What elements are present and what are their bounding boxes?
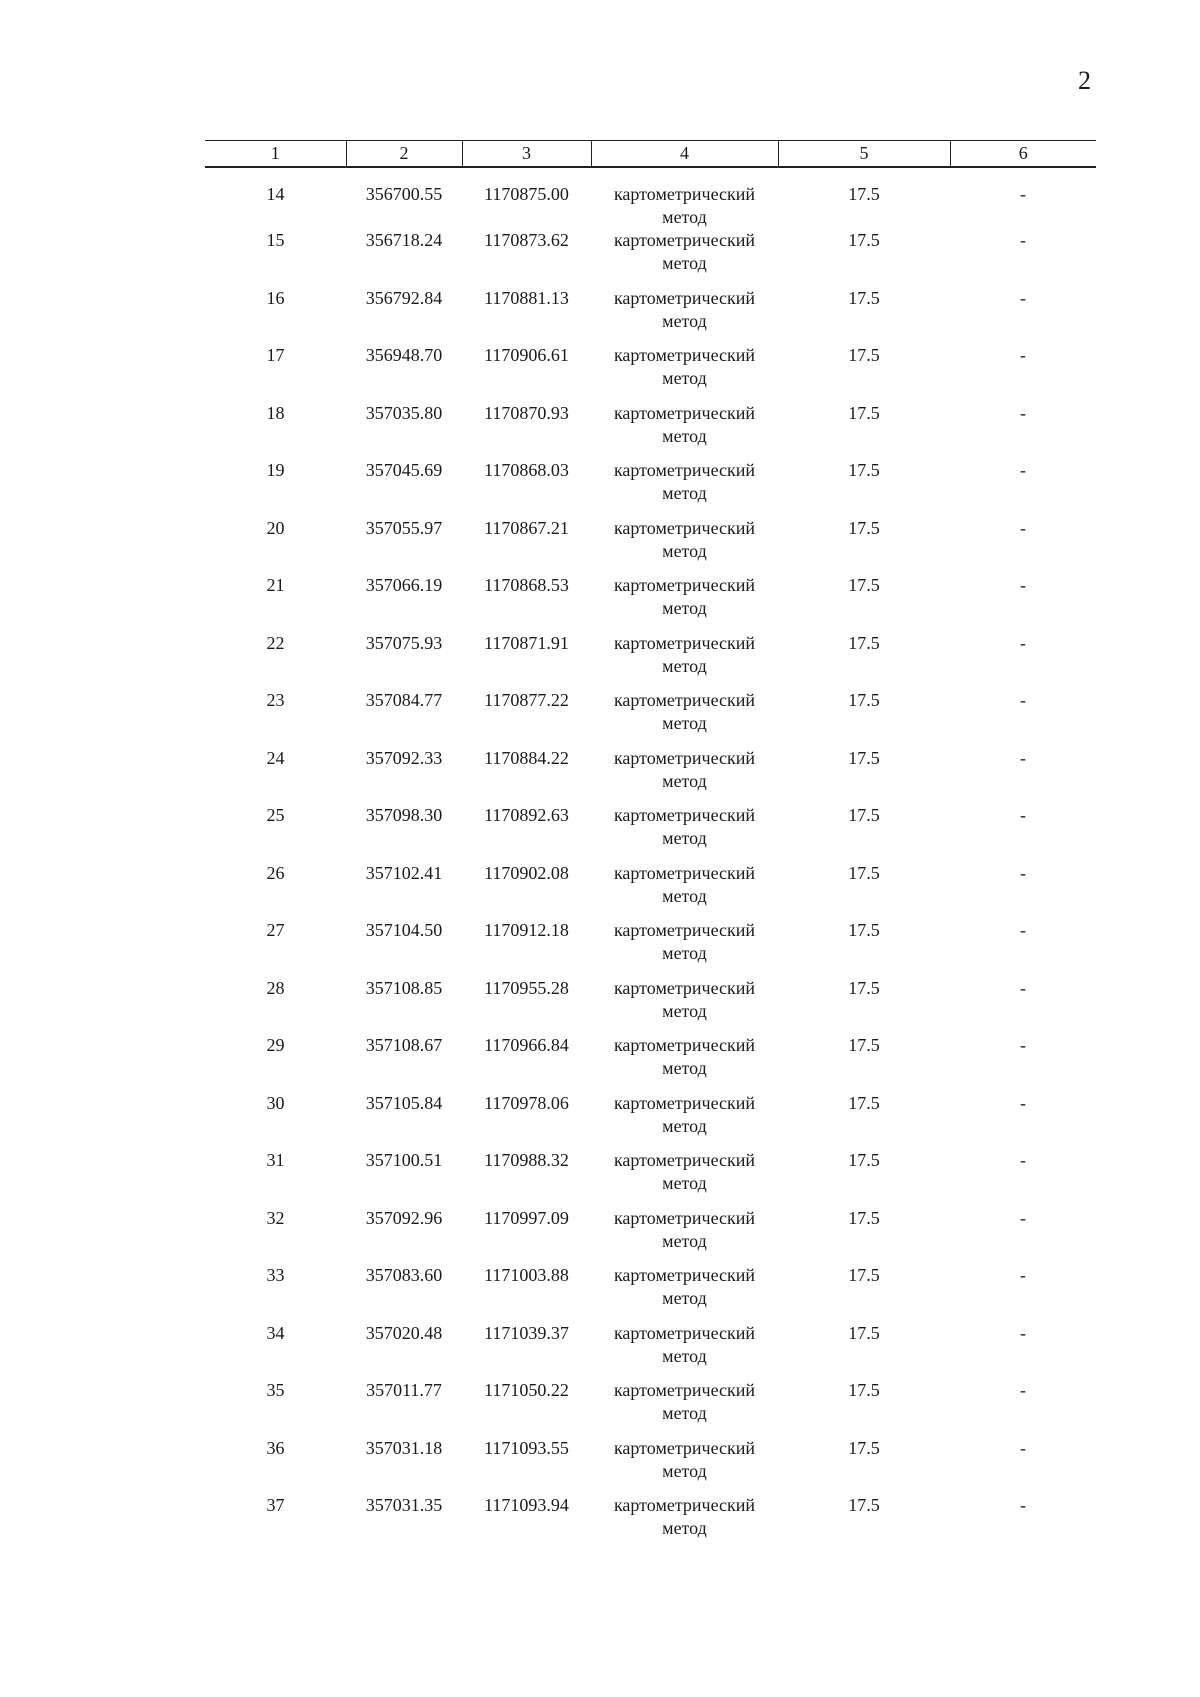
- y-coordinate-cell: 1170868.53: [484, 575, 569, 595]
- method-text: картометрический метод: [613, 1322, 756, 1366]
- table-row: [205, 1149, 1096, 1207]
- accuracy-cell: 17.5: [848, 747, 880, 768]
- note-cell: -: [1020, 1207, 1026, 1228]
- point-number-cell: 24: [266, 747, 285, 768]
- accuracy-cell: 17.5: [848, 1207, 880, 1228]
- note-cell: -: [1020, 1265, 1026, 1285]
- method-cell: [591, 862, 778, 920]
- column-header-5: 5: [778, 141, 950, 168]
- table-row: [205, 459, 1096, 517]
- method-cell: [591, 459, 778, 517]
- x-coordinate-cell: 356700.55: [365, 184, 443, 204]
- y-coordinate-cell: 1170892.63: [484, 805, 569, 825]
- point-number-cell: 33: [266, 1265, 285, 1285]
- method-cell: [591, 1379, 778, 1437]
- x-coordinate-cell: 357011.77: [366, 1380, 442, 1400]
- x-coordinate-cell: 357105.84: [365, 1092, 443, 1113]
- accuracy-cell: 17.5: [848, 287, 880, 308]
- accuracy-cell: 17.5: [848, 460, 880, 480]
- method-text: картометрический метод: [613, 1265, 756, 1308]
- point-number-cell: 21: [266, 575, 285, 595]
- accuracy-cell: 17.5: [848, 345, 880, 365]
- header-row: [205, 141, 1096, 168]
- accuracy-cell: 17.5: [848, 1380, 880, 1400]
- y-coordinate-cell: 1170881.13: [484, 287, 569, 308]
- table-row: [205, 1034, 1096, 1092]
- method-cell: [591, 977, 778, 1035]
- x-coordinate-cell: 357031.18: [365, 1437, 443, 1458]
- y-coordinate-cell: 1170912.18: [484, 920, 569, 940]
- y-coordinate-cell: 1170870.93: [484, 402, 569, 423]
- accuracy-cell: 17.5: [848, 977, 880, 998]
- method-text: картометрический метод: [613, 1437, 756, 1481]
- method-cell: [591, 574, 778, 632]
- point-number-cell: 30: [266, 1092, 285, 1113]
- method-text: картометрический метод: [613, 690, 756, 733]
- method-text: картометрический метод: [613, 805, 756, 848]
- table-row: [205, 747, 1096, 805]
- method-text: картометрический метод: [613, 920, 756, 963]
- accuracy-cell: 17.5: [848, 230, 880, 250]
- method-text: картометрический метод: [613, 230, 756, 273]
- table-row: [205, 689, 1096, 747]
- column-header-2: 2: [346, 141, 462, 168]
- x-coordinate-cell: 357075.93: [365, 632, 443, 653]
- accuracy-cell: 17.5: [848, 1035, 880, 1055]
- method-cell: [591, 1092, 778, 1150]
- note-cell: -: [1020, 1495, 1026, 1515]
- x-coordinate-cell: 357092.33: [365, 747, 443, 768]
- y-coordinate-cell: 1170867.21: [484, 517, 569, 538]
- method-text: картометрический метод: [613, 1150, 756, 1193]
- x-coordinate-cell: 356948.70: [365, 345, 443, 365]
- point-number-cell: 32: [266, 1207, 285, 1228]
- method-text: картометрический метод: [613, 747, 756, 791]
- table-row: [205, 977, 1096, 1035]
- y-coordinate-cell: 1171003.88: [484, 1265, 569, 1285]
- method-text: картометрический метод: [613, 1495, 756, 1538]
- table-row: [205, 517, 1096, 575]
- table-row: [205, 1379, 1096, 1437]
- method-cell: [591, 1207, 778, 1265]
- accuracy-cell: 17.5: [848, 517, 880, 538]
- point-number-cell: 29: [266, 1035, 285, 1055]
- accuracy-cell: 17.5: [848, 862, 880, 883]
- note-cell: -: [1020, 1092, 1026, 1113]
- method-cell: [591, 1494, 778, 1552]
- point-number-cell: 17: [266, 345, 285, 365]
- table-row: [205, 1322, 1096, 1380]
- x-coordinate-cell: 357066.19: [365, 575, 443, 595]
- point-number-cell: 20: [266, 517, 285, 538]
- note-cell: -: [1020, 517, 1026, 538]
- accuracy-cell: 17.5: [848, 575, 880, 595]
- x-coordinate-cell: 356792.84: [365, 287, 443, 308]
- table-header: [205, 141, 1096, 168]
- table-row: [205, 1207, 1096, 1265]
- x-coordinate-cell: 357104.50: [365, 920, 443, 940]
- accuracy-cell: 17.5: [848, 1092, 880, 1113]
- table-body: [205, 167, 1096, 1552]
- note-cell: -: [1020, 1380, 1026, 1400]
- x-coordinate-cell: 357108.67: [365, 1035, 443, 1055]
- accuracy-cell: 17.5: [848, 920, 880, 940]
- x-coordinate-cell: 357083.60: [365, 1265, 443, 1285]
- y-coordinate-cell: 1170868.03: [484, 460, 569, 480]
- point-number-cell: 23: [266, 690, 285, 710]
- method-cell: [591, 919, 778, 977]
- y-coordinate-cell: 1170875.00: [484, 184, 569, 204]
- accuracy-cell: 17.5: [848, 1150, 880, 1170]
- method-cell: [591, 747, 778, 805]
- method-cell: [591, 1034, 778, 1092]
- point-number-cell: 28: [266, 977, 285, 998]
- table-row: [205, 574, 1096, 632]
- accuracy-cell: 17.5: [848, 690, 880, 710]
- method-text: картометрический метод: [613, 632, 756, 676]
- table-row: [205, 344, 1096, 402]
- table-row: [205, 1264, 1096, 1322]
- point-number-cell: 26: [266, 862, 285, 883]
- x-coordinate-cell: 357108.85: [365, 977, 443, 998]
- x-coordinate-cell: 357092.96: [365, 1207, 443, 1228]
- table-row: [205, 229, 1096, 287]
- x-coordinate-cell: 357055.97: [365, 517, 443, 538]
- note-cell: -: [1020, 747, 1026, 768]
- method-text: картометрический метод: [613, 517, 756, 561]
- method-cell: [591, 689, 778, 747]
- y-coordinate-cell: 1170902.08: [484, 862, 569, 883]
- note-cell: -: [1020, 1322, 1026, 1343]
- point-number-cell: 18: [266, 402, 285, 423]
- note-cell: -: [1020, 287, 1026, 308]
- method-text: картометрический метод: [613, 1207, 756, 1251]
- y-coordinate-cell: 1170906.61: [484, 345, 569, 365]
- point-number-cell: 14: [266, 184, 285, 204]
- method-text: картометрический метод: [613, 184, 756, 227]
- method-text: картометрический метод: [613, 345, 756, 388]
- method-text: картометрический метод: [613, 1380, 756, 1423]
- y-coordinate-cell: 1170884.22: [484, 747, 569, 768]
- x-coordinate-cell: 356718.24: [365, 230, 443, 250]
- method-cell: [591, 229, 778, 287]
- accuracy-cell: 17.5: [848, 805, 880, 825]
- note-cell: -: [1020, 575, 1026, 595]
- x-coordinate-cell: 357031.35: [365, 1495, 443, 1515]
- note-cell: -: [1020, 1437, 1026, 1458]
- table-row: [205, 632, 1096, 690]
- method-cell: [591, 1322, 778, 1380]
- x-coordinate-cell: 357084.77: [365, 690, 443, 710]
- accuracy-cell: 17.5: [848, 632, 880, 653]
- method-cell: [591, 1264, 778, 1322]
- method-cell: [591, 402, 778, 460]
- accuracy-cell: 17.5: [848, 1437, 880, 1458]
- method-text: картометрический метод: [613, 460, 756, 503]
- note-cell: -: [1020, 230, 1026, 250]
- table-row: [205, 402, 1096, 460]
- point-number-cell: 15: [266, 230, 285, 250]
- method-cell: [591, 632, 778, 690]
- accuracy-cell: 17.5: [848, 1495, 880, 1515]
- accuracy-cell: 17.5: [848, 1322, 880, 1343]
- point-number-cell: 36: [266, 1437, 285, 1458]
- coordinates-table-container: [205, 140, 1096, 1552]
- accuracy-cell: 17.5: [848, 402, 880, 423]
- method-text: картометрический метод: [613, 1092, 756, 1136]
- note-cell: -: [1020, 345, 1026, 365]
- method-cell: [591, 517, 778, 575]
- x-coordinate-cell: 357100.51: [365, 1150, 443, 1170]
- method-text: картометрический метод: [613, 402, 756, 446]
- y-coordinate-cell: 1171093.55: [484, 1437, 569, 1458]
- note-cell: -: [1020, 184, 1026, 204]
- method-cell: [591, 1437, 778, 1495]
- method-cell: [591, 167, 778, 229]
- note-cell: -: [1020, 805, 1026, 825]
- point-number-cell: 19: [266, 460, 285, 480]
- table-row: [205, 1437, 1096, 1495]
- table-row: [205, 287, 1096, 345]
- point-number-cell: 27: [266, 920, 285, 940]
- table-row: [205, 804, 1096, 862]
- table-row: [205, 919, 1096, 977]
- column-header-1: 1: [205, 141, 346, 168]
- x-coordinate-cell: 357035.80: [365, 402, 443, 423]
- point-number-cell: 31: [266, 1150, 285, 1170]
- method-cell: [591, 344, 778, 402]
- table-row: [205, 167, 1096, 229]
- method-text: картометрический метод: [613, 287, 756, 331]
- column-header-4: 4: [591, 141, 778, 168]
- note-cell: -: [1020, 1150, 1026, 1170]
- coordinates-table: [205, 140, 1096, 1552]
- point-number-cell: 37: [266, 1495, 285, 1515]
- method-cell: [591, 1149, 778, 1207]
- column-header-3: 3: [462, 141, 591, 168]
- note-cell: -: [1020, 632, 1026, 653]
- x-coordinate-cell: 357020.48: [365, 1322, 443, 1343]
- y-coordinate-cell: 1171093.94: [484, 1495, 569, 1515]
- point-number-cell: 25: [266, 805, 285, 825]
- y-coordinate-cell: 1170997.09: [484, 1207, 569, 1228]
- note-cell: -: [1020, 1035, 1026, 1055]
- y-coordinate-cell: 1170873.62: [484, 230, 569, 250]
- note-cell: -: [1020, 862, 1026, 883]
- method-text: картометрический метод: [613, 977, 756, 1021]
- accuracy-cell: 17.5: [848, 184, 880, 204]
- x-coordinate-cell: 357102.41: [365, 862, 443, 883]
- method-text: картометрический метод: [613, 1035, 756, 1078]
- method-text: картометрический метод: [613, 862, 756, 906]
- y-coordinate-cell: 1171039.37: [484, 1322, 569, 1343]
- point-number-cell: 35: [266, 1380, 285, 1400]
- y-coordinate-cell: 1170955.28: [484, 977, 569, 998]
- y-coordinate-cell: 1170988.32: [484, 1150, 569, 1170]
- method-text: картометрический метод: [613, 575, 756, 618]
- accuracy-cell: 17.5: [848, 1265, 880, 1285]
- note-cell: -: [1020, 977, 1026, 998]
- y-coordinate-cell: 1170966.84: [484, 1035, 569, 1055]
- x-coordinate-cell: 357098.30: [365, 805, 443, 825]
- y-coordinate-cell: 1171050.22: [484, 1380, 569, 1400]
- note-cell: -: [1020, 402, 1026, 423]
- method-cell: [591, 287, 778, 345]
- x-coordinate-cell: 357045.69: [365, 460, 443, 480]
- y-coordinate-cell: 1170871.91: [484, 632, 569, 653]
- y-coordinate-cell: 1170877.22: [484, 690, 569, 710]
- method-cell: [591, 804, 778, 862]
- note-cell: -: [1020, 920, 1026, 940]
- point-number-cell: 22: [266, 632, 285, 653]
- point-number-cell: 34: [266, 1322, 285, 1343]
- table-row: [205, 1092, 1096, 1150]
- column-header-6: 6: [950, 141, 1096, 168]
- table-row: [205, 862, 1096, 920]
- point-number-cell: 16: [266, 287, 285, 308]
- y-coordinate-cell: 1170978.06: [484, 1092, 569, 1113]
- note-cell: -: [1020, 690, 1026, 710]
- page-number: 2: [1078, 66, 1091, 95]
- table-row: [205, 1494, 1096, 1552]
- note-cell: -: [1020, 460, 1026, 480]
